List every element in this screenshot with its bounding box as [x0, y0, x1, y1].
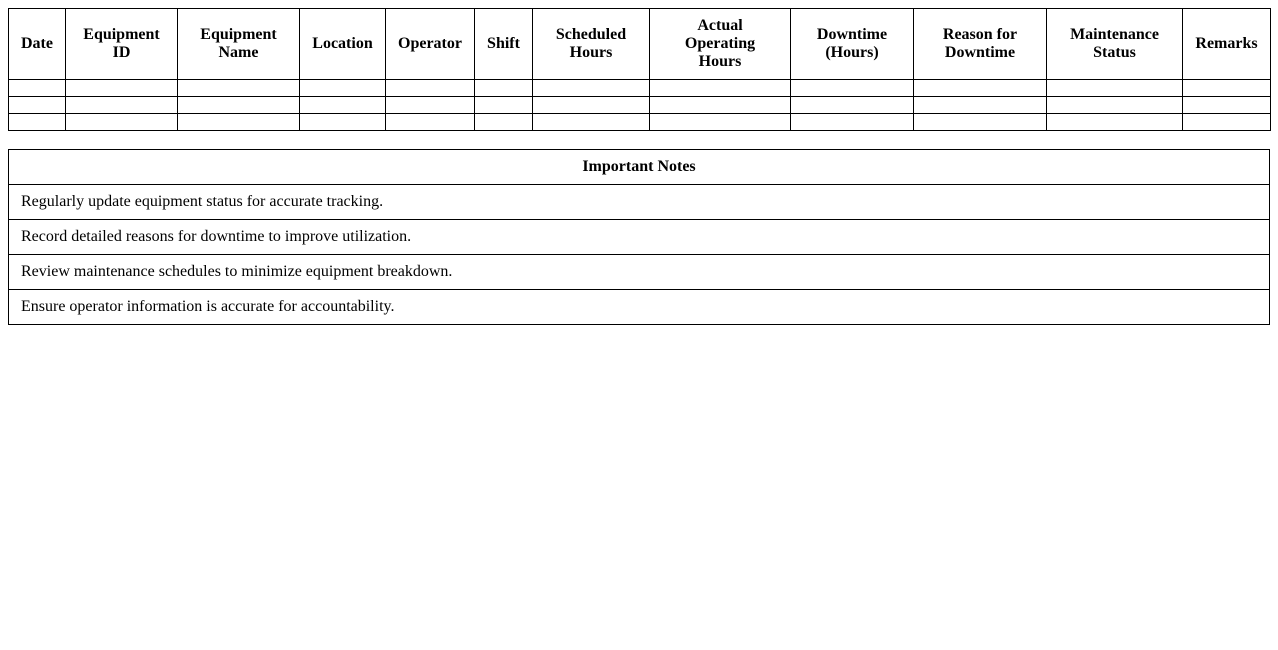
- table-cell[interactable]: [791, 114, 914, 131]
- table-cell[interactable]: [178, 80, 300, 97]
- table-cell[interactable]: [791, 80, 914, 97]
- table-cell[interactable]: [1047, 114, 1183, 131]
- header-equipment-name: Equipment Name: [178, 9, 300, 80]
- table-cell[interactable]: [9, 97, 66, 114]
- notes-title: Important Notes: [9, 150, 1270, 185]
- table-cell[interactable]: [914, 80, 1047, 97]
- table-cell[interactable]: [300, 97, 386, 114]
- table-row: [9, 97, 1271, 114]
- table-cell[interactable]: [533, 114, 650, 131]
- header-maintenance-status: Maintenance Status: [1047, 9, 1183, 80]
- table-cell[interactable]: [300, 114, 386, 131]
- table-cell[interactable]: [9, 80, 66, 97]
- notes-header-row: [9, 150, 1270, 185]
- note-text: Ensure operator information is accurate for accountability.: [9, 290, 1270, 325]
- header-downtime-hours: Downtime (Hours): [791, 9, 914, 80]
- table-cell[interactable]: [1183, 114, 1271, 131]
- table-cell[interactable]: [178, 114, 300, 131]
- table-cell[interactable]: [791, 97, 914, 114]
- table-row: [9, 80, 1271, 97]
- list-item: [9, 290, 1270, 325]
- table-cell[interactable]: [475, 80, 533, 97]
- header-date: Date: [9, 9, 66, 80]
- note-text: Review maintenance schedules to minimize equipment breakdown.: [9, 255, 1270, 290]
- table-cell[interactable]: [650, 97, 791, 114]
- header-reason-for-downtime: Reason for Downtime: [914, 9, 1047, 80]
- note-text: Regularly update equipment status for accurate tracking.: [9, 185, 1270, 220]
- table-cell[interactable]: [1183, 97, 1271, 114]
- table-cell[interactable]: [386, 80, 475, 97]
- header-equipment-id: Equipment ID: [66, 9, 178, 80]
- table-cell[interactable]: [475, 97, 533, 114]
- table-row: [9, 114, 1271, 131]
- table-cell[interactable]: [9, 114, 66, 131]
- header-shift: Shift: [475, 9, 533, 80]
- table-cell[interactable]: [1047, 97, 1183, 114]
- important-notes-table: [8, 149, 1270, 325]
- table-cell[interactable]: [66, 80, 178, 97]
- table-cell[interactable]: [66, 114, 178, 131]
- list-item: [9, 185, 1270, 220]
- table-cell[interactable]: [386, 114, 475, 131]
- table-cell[interactable]: [914, 114, 1047, 131]
- header-location: Location: [300, 9, 386, 80]
- list-item: [9, 255, 1270, 290]
- table-cell[interactable]: [650, 80, 791, 97]
- table-cell[interactable]: [300, 80, 386, 97]
- table-cell[interactable]: [66, 97, 178, 114]
- list-item: [9, 220, 1270, 255]
- page-content: [8, 8, 1270, 325]
- header-remarks: Remarks: [1183, 9, 1271, 80]
- table-cell[interactable]: [475, 114, 533, 131]
- table-cell[interactable]: [914, 97, 1047, 114]
- header-row: [9, 9, 1271, 80]
- table-cell[interactable]: [178, 97, 300, 114]
- header-actual-operating-hours: Actual Operating Hours: [650, 9, 791, 80]
- note-text: Record detailed reasons for downtime to improve utilization.: [9, 220, 1270, 255]
- header-operator: Operator: [386, 9, 475, 80]
- header-scheduled-hours: Scheduled Hours: [533, 9, 650, 80]
- table-cell[interactable]: [650, 114, 791, 131]
- table-cell[interactable]: [1047, 80, 1183, 97]
- table-cell[interactable]: [1183, 80, 1271, 97]
- equipment-log-table: [8, 8, 1271, 131]
- table-cell[interactable]: [533, 97, 650, 114]
- table-cell[interactable]: [386, 97, 475, 114]
- table-cell[interactable]: [533, 80, 650, 97]
